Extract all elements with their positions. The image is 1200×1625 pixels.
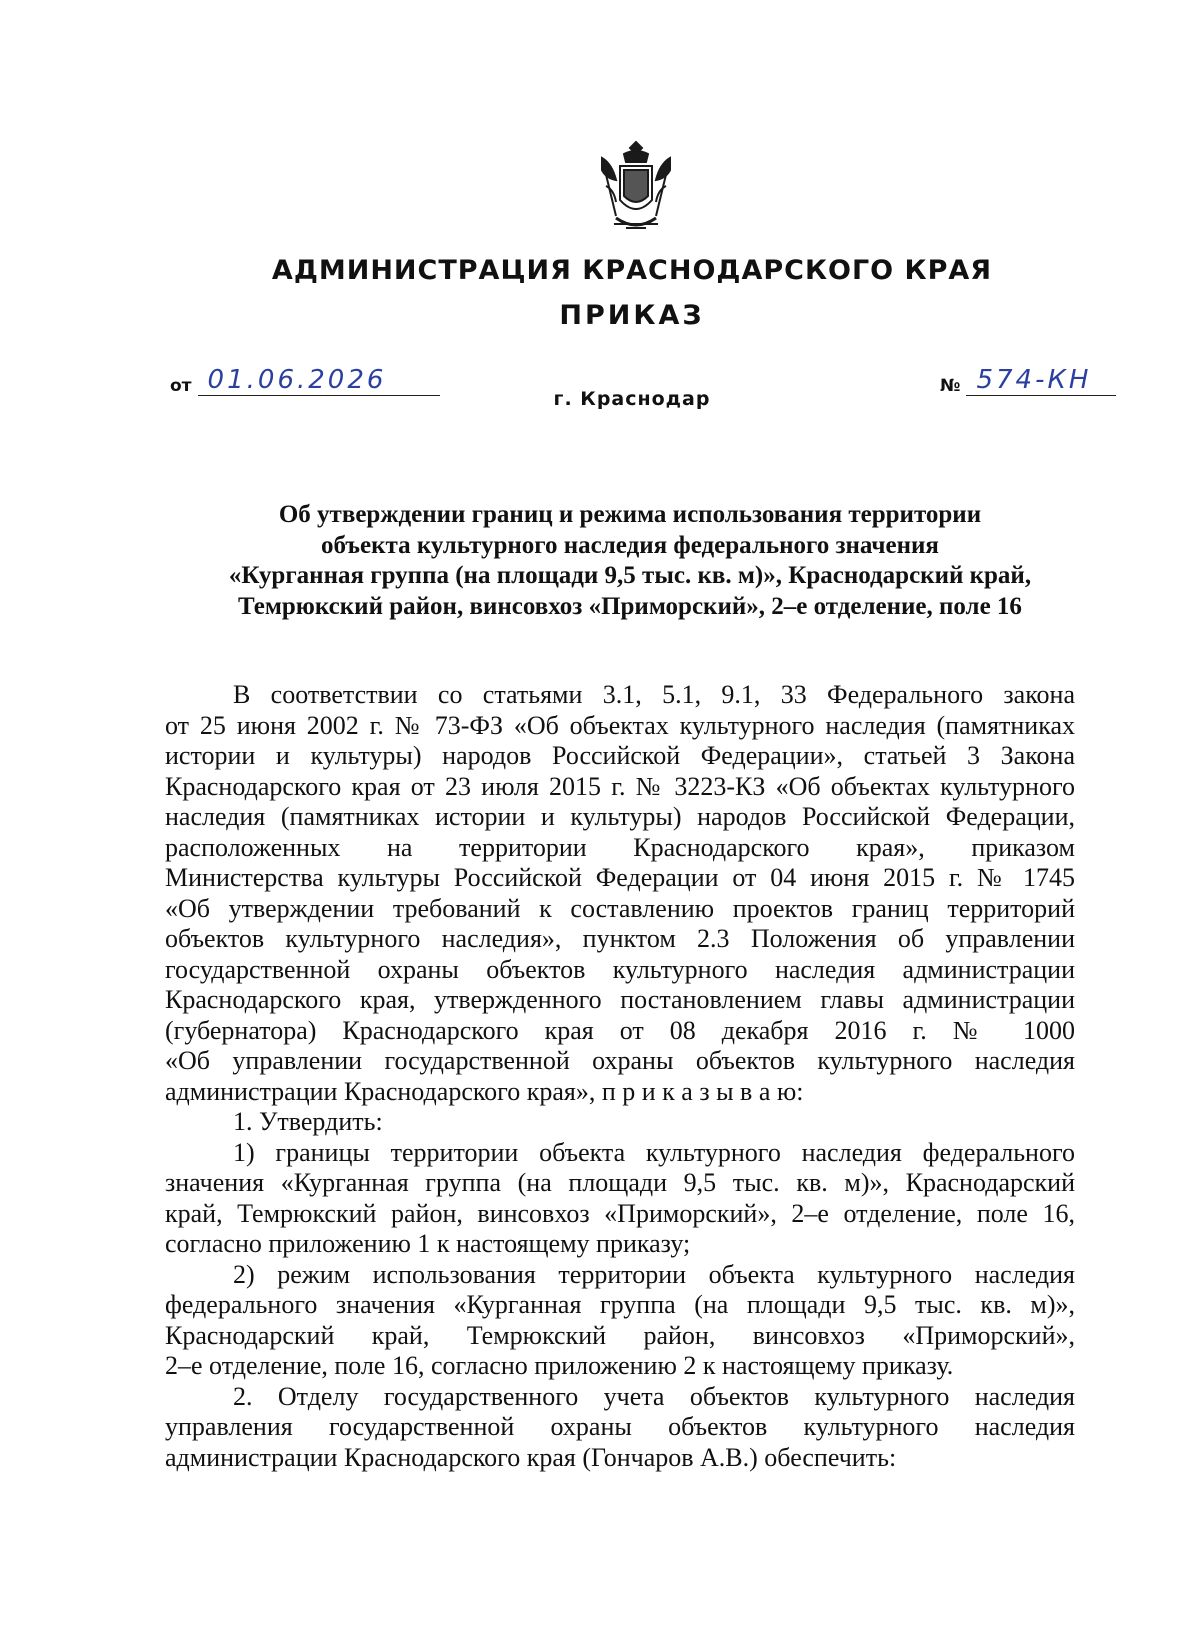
- title-line: Темрюкский район, винсовхоз «Приморский», 2–е отделение, поле 16: [238, 592, 1022, 620]
- body-line: администрации Краснодарского края», п р и к а з ы в а ю:: [165, 1076, 804, 1106]
- body-line: расположенных на территории Краснодарского края», приказом: [165, 832, 1075, 862]
- body-line: 1) границы территории объекта культурного наследия федерального: [233, 1137, 1075, 1167]
- body-line: 1. Утвердить:: [233, 1107, 383, 1136]
- body-line: Министерства культуры Российской Федерации от 04 июня 2015 г. № 1745: [165, 863, 1075, 892]
- city-name: г. Краснодар: [553, 388, 711, 410]
- document-body: [165, 680, 1075, 1473]
- body-line: объектов культурного наследия», пунктом 2.3 Положения об управлении: [165, 924, 1075, 953]
- body-line: истории и культуры) народов Российской Федерации», статьей 3 Закона: [165, 741, 1075, 770]
- date-label: от: [170, 376, 192, 396]
- organization-name: АДМИНИСТРАЦИЯ КРАСНОДАРСКОГО КРАЯ: [271, 255, 993, 286]
- body-line: согласно приложению 1 к настоящему приказу;: [165, 1229, 691, 1258]
- body-line: значения «Курганная группа (на площади 9,5 тыс. кв. м)», Краснодарский: [165, 1168, 1075, 1197]
- body-line: государственной охраны объектов культурного наследия администрации: [165, 954, 1075, 984]
- document-title: [130, 500, 1130, 622]
- body-line: 2) режим использования территории объекта культурного наследия: [233, 1259, 1075, 1289]
- coat-of-arms-icon: [596, 138, 676, 236]
- document-type: ПРИКАЗ: [559, 300, 705, 331]
- body-line: 2. Отделу государственного учета объектов культурного наследия: [233, 1381, 1075, 1411]
- body-line: федерального значения «Курганная группа (на площади 9,5 тыс. кв. м)»,: [165, 1290, 1075, 1319]
- body-line: (губернатора) Краснодарского края от 08 декабря 2016 г. № 1000: [165, 1015, 1075, 1045]
- title-line: Об утверждении границ и режима использования территории: [278, 501, 982, 528]
- body-line: В соответствии со статьями 3.1, 5.1, 9.1, 33 Федерального закона: [233, 680, 1075, 709]
- body-line: «Об утверждении требований к составлению проектов границ территорий: [165, 893, 1075, 923]
- title-line: объекта культурного наследия федерального значения: [321, 531, 939, 559]
- number-label: №: [940, 376, 961, 396]
- body-line: 2–е отделение, поле 16, согласно приложению 2 к настоящему приказу.: [165, 1351, 954, 1380]
- title-line: «Курганная группа (на площади 9,5 тыс. кв. м)», Краснодарский край,: [228, 562, 1032, 589]
- body-line: Краснодарский край, Темрюкский район, винсовхоз «Приморский»,: [165, 1320, 1075, 1350]
- body-line: «Об управлении государственной охраны объектов культурного наследия: [165, 1046, 1075, 1075]
- body-line: Краснодарского края от 23 июля 2015 г. № 3223-КЗ «Об объектах культурного: [165, 771, 1075, 801]
- body-line: край, Темрюкский район, винсовхоз «Приморский», 2–е отделение, поле 16,: [165, 1198, 1075, 1228]
- body-line: наследия (памятниках истории и культуры) народов Российской Федерации,: [165, 802, 1075, 831]
- body-line: администрации Краснодарского края (Гончаров А.В.) обеспечить:: [165, 1442, 897, 1472]
- body-line: от 25 июня 2002 г. № 73-ФЗ «Об объектах культурного наследия (памятниках: [165, 710, 1075, 740]
- date-value: 01.06.2026: [198, 365, 440, 396]
- body-line: управления государственной охраны объектов культурного наследия: [165, 1412, 1075, 1441]
- body-line: Краснодарского края, утвержденного постановлением главы администрации: [165, 985, 1075, 1014]
- number-value: 574-КН: [966, 365, 1116, 396]
